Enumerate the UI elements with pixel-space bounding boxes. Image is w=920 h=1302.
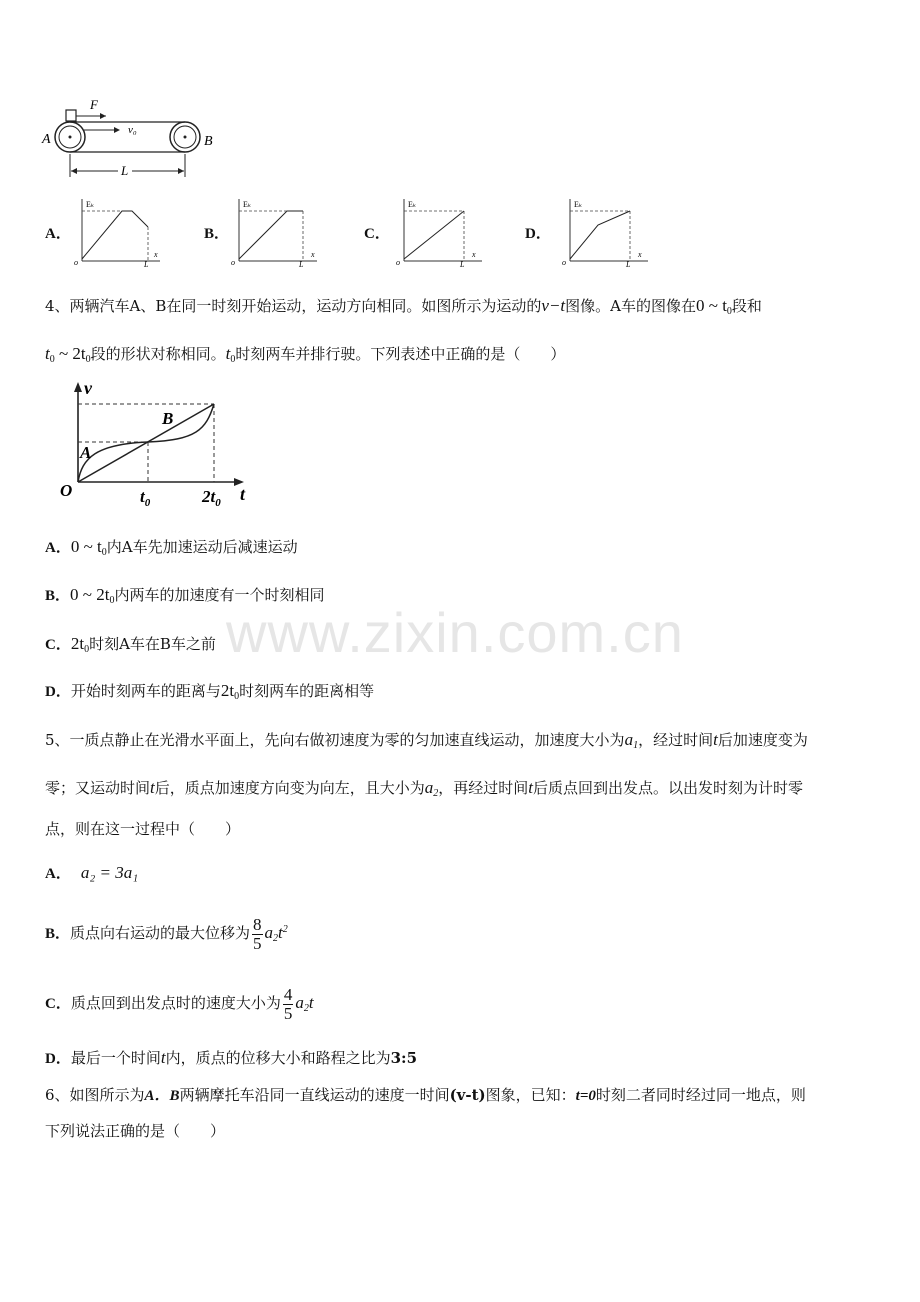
label-f: F: [90, 97, 98, 112]
q5-option-d[interactable]: D．最后一个时间t内，质点的位移大小和路程之比为3:5: [45, 1048, 418, 1067]
axis-t: t: [240, 484, 246, 504]
label-b: B: [204, 134, 213, 149]
q4-line-1: 4、两辆汽车A、B在同一时刻开始运动，运动方向相同。如图所示为运动的v−t图像。A车的图像在0 ~ $t_0$段和: [45, 296, 762, 317]
svg-text:x: x: [638, 250, 642, 259]
label-v: v₀: [128, 124, 137, 136]
svg-text:L: L: [299, 260, 304, 267]
curve-label-a: A: [80, 443, 92, 462]
svg-text:Eₖ: Eₖ: [408, 200, 417, 209]
svg-text:o: o: [231, 258, 235, 267]
curve-label-b: B: [162, 409, 174, 428]
svg-text:x: x: [311, 250, 315, 259]
q6-line-1: 6、如图所示为A．B两辆摩托车沿同一直线运动的速度一时间(v-t)图象，已知：t=0时刻二者同时经过同一地点，则: [45, 1086, 806, 1104]
q5-line-2: 零；又运动时间t后，质点加速度方向变为向左，且大小为$a_2$，再经过时间t后质点回到出发点。以出发时刻为计时零: [45, 778, 804, 799]
q3-graph-b: [227, 195, 322, 267]
q3-option-c-letter: C．: [364, 226, 390, 242]
q3-option-d-letter: D．: [525, 226, 551, 242]
q3-graph-a: [70, 195, 165, 267]
axis-x: x: [154, 250, 158, 259]
svg-text:L: L: [626, 260, 631, 267]
axis-l: L: [144, 260, 149, 267]
q5-line-3: 点，则在这一过程中（ ）: [45, 820, 241, 838]
q5-option-a[interactable]: A． a₂ = 3a₁: [45, 863, 139, 882]
svg-text:x: x: [472, 250, 476, 259]
q3-graph-d: [558, 195, 653, 267]
q3-graph-c: [392, 195, 487, 267]
q5-option-b[interactable]: B．质点向右运动的最大位移为 $\frac{8}{5}$ $a_2t^2$: [45, 914, 288, 953]
axis-o: o: [74, 258, 78, 267]
q3-option-b-letter: B．: [204, 226, 230, 242]
q6-line-2: 下列说法正确的是（ ）: [45, 1122, 226, 1140]
q4-option-d[interactable]: D．开始时刻两车的距离与$2t_0$时刻两车的距离相等: [45, 681, 375, 702]
watermark: www.zixin.com.cn: [226, 601, 684, 664]
svg-text:o: o: [562, 258, 566, 267]
tick-t0: $t_0$: [140, 487, 151, 508]
svg-text:L: L: [460, 260, 465, 267]
axis-o: O: [60, 481, 73, 500]
tick-2t0: $2t_0$: [202, 487, 221, 508]
conveyor-belt-diagram: [40, 95, 230, 185]
q4-line-2: $t_0$ ~ $2t_0$段的形状对称相同。$t_0$时刻两车并排行驶。下列表述中正确的是（ ）: [45, 344, 566, 365]
q5-line-1: 5、一质点静止在光滑水平面上，先向右做初速度为零的匀加速直线运动，加速度大小为$a_1$，经过时间t后加速度变为: [45, 730, 808, 751]
axis-v: v: [84, 378, 92, 398]
label-a: A: [42, 132, 51, 147]
q4-vt-graph: [56, 378, 256, 508]
q3-option-a-letter: A．: [45, 226, 71, 242]
q4-option-a[interactable]: A．0 ~ $t_0$内A车先加速运动后减速运动: [45, 537, 298, 558]
q4-option-c[interactable]: C．$2t_0$时刻A车在B车之前: [45, 634, 216, 655]
q5-option-c[interactable]: C．质点回到出发点时的速度大小为 $\frac{4}{5}$ $a_2t$: [45, 984, 314, 1023]
label-l: L: [121, 163, 129, 178]
q4-option-b[interactable]: B．0 ~ $2t_0$内两车的加速度有一个时刻相同: [45, 585, 325, 606]
axis-ek: Eₖ: [86, 200, 95, 209]
svg-text:Eₖ: Eₖ: [574, 200, 583, 209]
svg-text:o: o: [396, 258, 400, 267]
svg-text:Eₖ: Eₖ: [243, 200, 252, 209]
